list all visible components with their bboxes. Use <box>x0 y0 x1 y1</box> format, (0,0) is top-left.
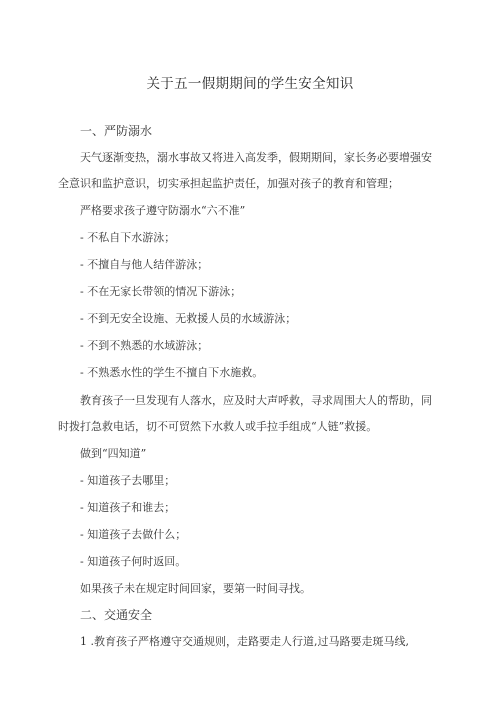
list-item: - 不擅自与他人结伴游泳； <box>80 258 209 271</box>
list-item: - 知道孩子和谁去； <box>80 501 176 514</box>
four-know-intro: 做到“四知道” <box>80 447 147 460</box>
document-title: 关于五一假期期间的学生安全知识 <box>146 76 354 92</box>
list-item: - 不熟悉水性的学生不擅自下水施救。 <box>80 366 264 379</box>
paragraph-line: 时拨打急救电话，切不可贸然下水救人或手拉手组成“人链”救援。 <box>58 420 378 433</box>
list-item: - 知道孩子去做什么； <box>80 528 187 541</box>
six-no-intro: 严格要求孩子遵守防溺水“六不准” <box>80 204 246 217</box>
paragraph-line: 如果孩子未在规定时间回家，要第一时间寻找。 <box>80 582 311 595</box>
list-item: - 知道孩子何时返回。 <box>80 555 187 568</box>
list-item: - 知道孩子去哪里； <box>80 474 176 487</box>
list-item: - 不到不熟悉的水域游泳； <box>80 339 209 352</box>
paragraph-line: 1 .教育孩子严格遵守交通规则，走路要走人行道,过马路要走斑马线, <box>80 635 409 648</box>
list-item: - 不到无安全设施、无救援人员的水域游泳； <box>80 312 297 325</box>
paragraph-line: 教育孩子一旦发现有人落水，应及时大声呼救，寻求周围大人的帮助，同 <box>80 394 432 407</box>
list-item: - 不私自下水游泳； <box>80 231 176 244</box>
list-item: - 不在无家长带领的情况下游泳； <box>80 285 242 298</box>
paragraph-line: 全意识和监护意识，切实承担起监护责任，加强对孩子的教育和管理； <box>58 177 399 190</box>
paragraph-line: 天气逐渐变热，溺水事故又将进入高发季，假期期间，家长务必要增强安 <box>80 151 432 164</box>
section-heading-traffic: 二、交通安全 <box>80 608 153 622</box>
section-heading-drowning: 一、严防溺水 <box>80 124 153 138</box>
